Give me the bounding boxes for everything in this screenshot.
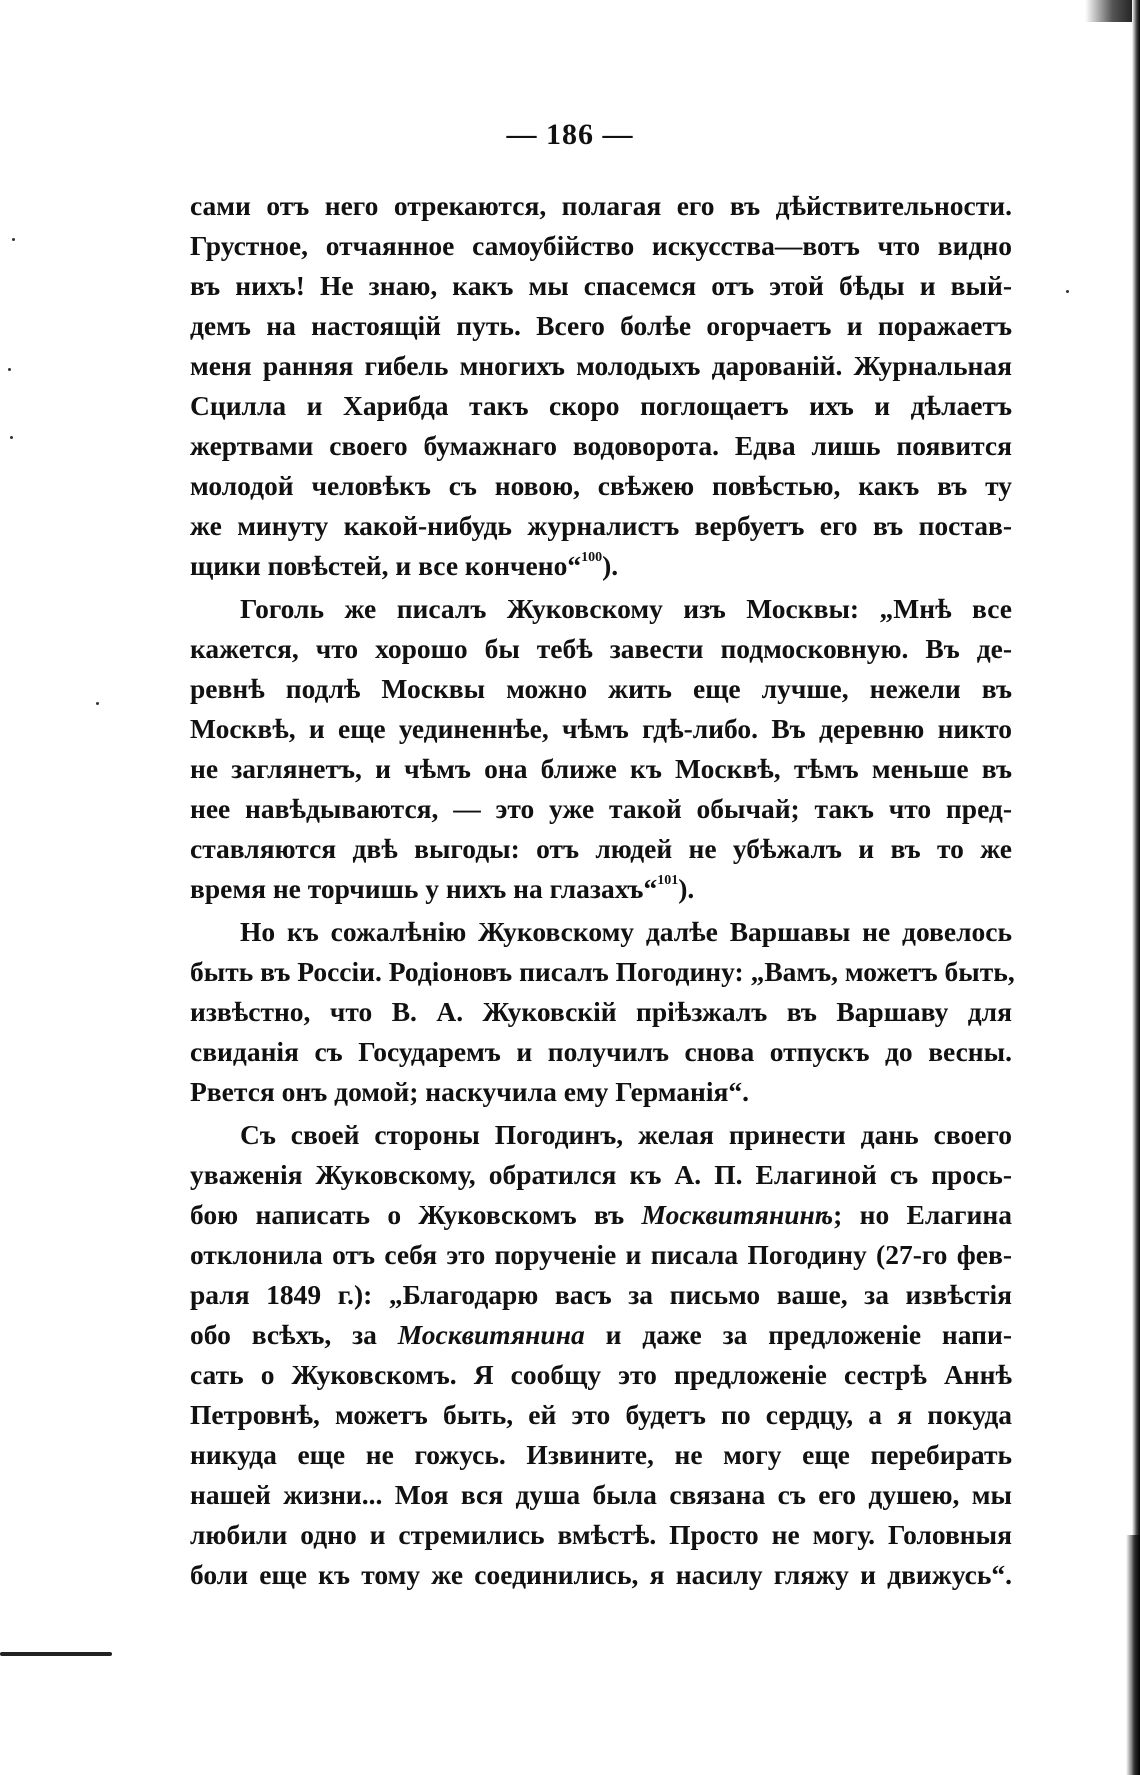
text-line: жертвами своего бумажнаго водоворота. Едва лишь появится bbox=[190, 430, 1012, 461]
text-line: Москвѣ, и еще уединеннѣе, чѣмъ гдѣ-либо. Въ деревню никто bbox=[190, 713, 1012, 744]
text-line: никуда еще не гожусь. Извините, не могу еще перебирать bbox=[190, 1439, 1012, 1470]
page-edge-shadow-right bbox=[1132, 0, 1140, 1775]
text-line: же минуту какой-нибудь журналистъ вербуетъ его въ постав- bbox=[190, 510, 1012, 541]
footnote-ref: 100 bbox=[581, 550, 603, 565]
scan-speck bbox=[12, 238, 15, 241]
text-line bbox=[190, 1195, 1012, 1235]
journal-title: Москвитянина bbox=[397, 1319, 585, 1350]
text-line: отклонила отъ себя это порученіе и писала Погодину (27-го фев- bbox=[190, 1239, 1012, 1270]
text-line: нашей жизни... Моя вся душа была связана съ его душею, мы bbox=[190, 1479, 1012, 1510]
footnote-ref: 101 bbox=[657, 873, 679, 888]
text-line: демъ на настоящій путь. Всего болѣе огорчаетъ и поражаетъ bbox=[190, 310, 1012, 341]
paragraph bbox=[190, 1115, 1012, 1595]
text-line: уваженія Жуковскому, обратился къ А. П. Елагиной съ прось- bbox=[190, 1159, 1012, 1190]
text-line: нее навѣдываются, — это уже такой обычай; такъ что пред- bbox=[190, 793, 1012, 824]
text-line: сать о Жуковскомъ. Я сообщу это предложеніе сестрѣ Аннѣ bbox=[190, 1359, 1012, 1390]
text-line: сами отъ него отрекаются, полагая его въ дѣйствительности. bbox=[190, 190, 1012, 221]
page-body bbox=[190, 186, 1015, 1595]
text-line: не заглянетъ, и чѣмъ она ближе къ Москвѣ, тѣмъ меньше въ bbox=[190, 753, 1012, 784]
text-line: Съ своей стороны Погодинъ, желая принести дань своего bbox=[240, 1119, 1012, 1150]
page-number: — 186 — bbox=[506, 118, 634, 151]
text-line: Гоголь же писалъ Жуковскому изъ Москвы: „Мнѣ все bbox=[240, 593, 1012, 624]
text-line: любили одно и стремились вмѣстѣ. Просто не могу. Головныя bbox=[190, 1519, 1012, 1550]
text-line: Сцилла и Харибда такъ скоро поглощаетъ ихъ и дѣлаетъ bbox=[190, 390, 1012, 421]
line-text: обо всѣхъ, за bbox=[190, 1319, 398, 1350]
text-line: молодой человѣкъ съ новою, свѣжею повѣстью, какъ въ ту bbox=[190, 470, 1012, 501]
line-closing: ). bbox=[678, 873, 695, 904]
paragraph bbox=[190, 186, 1012, 586]
text-line bbox=[190, 869, 1012, 909]
line-text: щики повѣстей, и все кончено“ bbox=[190, 550, 582, 581]
page-edge-shadow-bottom bbox=[1126, 1535, 1140, 1775]
text-line: въ нихъ! Не знаю, какъ мы спасемся отъ этой бѣды и вый- bbox=[190, 270, 1012, 301]
paragraph bbox=[190, 912, 1015, 1112]
text-line bbox=[190, 1315, 1012, 1355]
text-line: ставляются двѣ выгоды: отъ людей не убѣжалъ и въ то же bbox=[190, 833, 1012, 864]
scan-speck bbox=[8, 368, 11, 371]
text-line: раля 1849 г.): „Благодарю васъ за письмо ваше, за извѣстія bbox=[190, 1279, 1012, 1310]
text-line: кажется, что хорошо бы тебѣ завести подмосковную. Въ де- bbox=[190, 633, 1012, 664]
text-line: ревнѣ подлѣ Москвы можно жить еще лучше, нежели въ bbox=[190, 673, 1012, 704]
paragraph bbox=[190, 589, 1012, 909]
text-line bbox=[190, 546, 1012, 586]
text-line: Петровнѣ, можетъ быть, ей это будетъ по сердцу, а я покуда bbox=[190, 1399, 1012, 1430]
scan-speck bbox=[96, 702, 99, 705]
text-line: быть въ Россіи. Родіоновъ писалъ Погодину: „Вамъ, можетъ быть, bbox=[190, 956, 1015, 987]
line-closing: ). bbox=[602, 550, 619, 581]
scan-speck bbox=[10, 436, 13, 439]
text-line: свиданія съ Государемъ и получилъ снова отпускъ до весны. bbox=[190, 1036, 1012, 1067]
scan-mark bbox=[0, 1652, 112, 1656]
line-text: и даже за предложеніе напи- bbox=[584, 1319, 1012, 1350]
scan-speck bbox=[1066, 290, 1069, 293]
line-text: ; но Елагина bbox=[833, 1199, 1012, 1230]
line-text: бою написать о Жуковскомъ въ bbox=[190, 1199, 642, 1230]
text-line: Грустное, отчаянное самоубійство искусства—вотъ что видно bbox=[190, 230, 1012, 261]
journal-title: Москвитянинѣ bbox=[641, 1199, 834, 1230]
text-line: меня ранняя гибель многихъ молодыхъ дарованій. Журнальная bbox=[190, 350, 1012, 381]
text-line: Но къ сожалѣнію Жуковскому далѣе Варшавы не довелось bbox=[240, 916, 1012, 947]
text-line: Рвется онъ домой; наскучила ему Германія“. bbox=[190, 1076, 750, 1107]
text-line: извѣстно, что В. А. Жуковскій пріѣзжалъ въ Варшаву для bbox=[190, 996, 1012, 1027]
line-text: время не торчишь у нихъ на глазахъ“ bbox=[190, 873, 658, 904]
text-line: боли еще къ тому же соединились, я насилу гляжу и движусь“. bbox=[190, 1559, 1012, 1590]
